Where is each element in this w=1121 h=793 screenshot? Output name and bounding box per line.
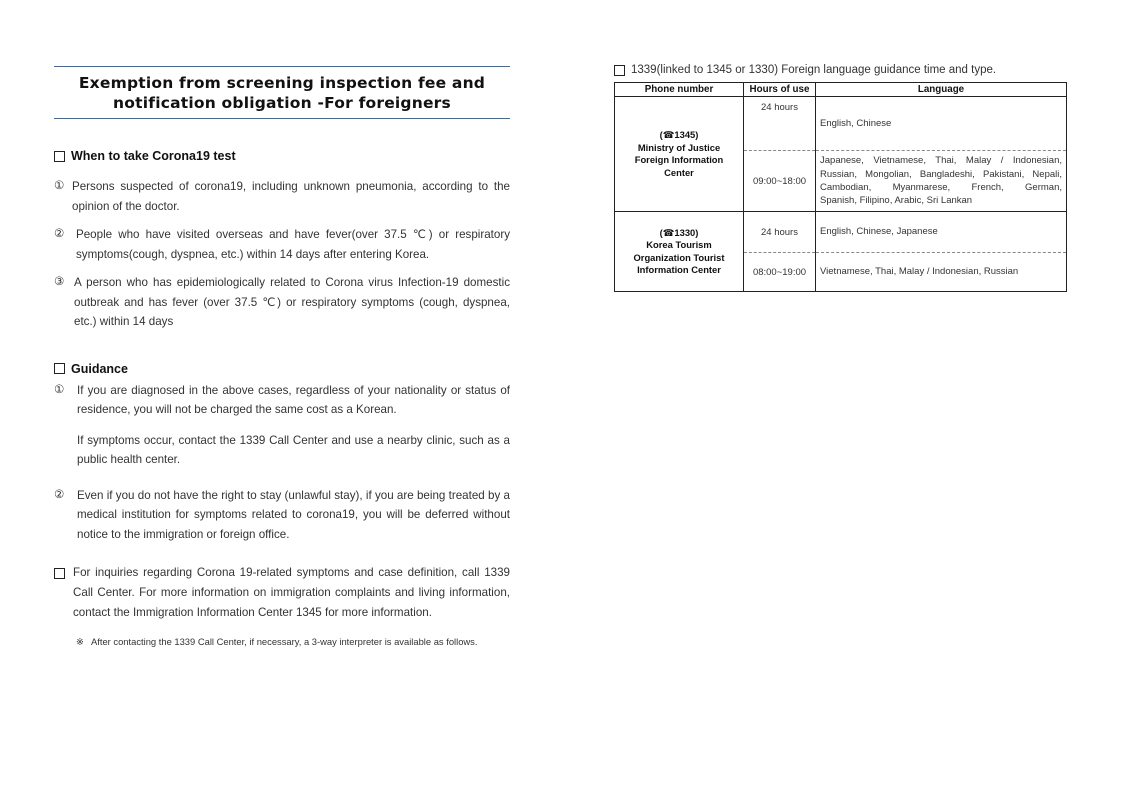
footnote-text: After contacting the 1339 Call Center, if necessary, a 3-way interpreter is available as follows. (91, 636, 478, 648)
phone-number: (☎1330) (659, 226, 699, 238)
item-text: Persons suspected of corona19, including unknown pneumonia, according to the opinion of the doctor. (72, 180, 510, 213)
right-column (614, 64, 1066, 292)
phone-cell-1330 (615, 212, 744, 292)
list-item (54, 225, 510, 264)
section-test-label: When to take Corona19 test (71, 149, 236, 163)
checkbox-icon (54, 151, 65, 162)
phone-org-line: Center (664, 166, 694, 178)
phone-number: (☎1345) (659, 129, 699, 140)
hours-cell: 24 hours (744, 212, 816, 253)
phone-cell-1345 (615, 97, 744, 212)
hours-cell: 08:00~19:00 (744, 253, 816, 292)
language-cell: English, Chinese (816, 97, 1067, 151)
footnote (76, 633, 510, 651)
section-guidance-label: Guidance (71, 361, 128, 376)
language-cell: English, Chinese, Japanese (816, 212, 1067, 253)
section-guidance-heading (54, 362, 510, 376)
item-text: Even if you do not have the right to stay (unlawful stay), if you are being treated by a medical institution for symptoms related to corona19, you will be deferred without notice to the immigration or foreign office. (77, 488, 510, 541)
language-guidance-table (614, 82, 1067, 292)
language-line: Cambodian, Myanmarese, French, German, (820, 182, 1062, 193)
item-number: ② (54, 228, 65, 240)
table-row (615, 97, 1067, 151)
title-line-1: Exemption from screening inspection fee and (78, 74, 486, 92)
item-number: ① (54, 180, 65, 192)
item-text: People who have visited overseas and have fever(over 37.5 ℃) or respiratory symptoms(cough, dyspnea, etc.) within 14 days after entering Korea. (76, 228, 510, 261)
title-line-2: notification obligation -For foreigners (113, 94, 451, 112)
guidance-paragraph: If symptoms occur, contact the 1339 Call Center and use a nearby clinic, such as a public health center. (77, 433, 510, 466)
checkbox-icon (54, 568, 65, 579)
phone-org-line: Information Center (637, 264, 721, 275)
item-text: If you are diagnosed in the above cases, regardless of your nationality or status of residence, you will not be charged the same cost as a Korean. (77, 383, 510, 416)
header-phone-number: Phone number (615, 83, 744, 97)
checkbox-icon (614, 65, 625, 76)
reference-mark: ※ (76, 636, 84, 648)
section-test-heading (54, 149, 510, 163)
list-item (54, 273, 510, 332)
language-line: Japanese, Vietnamese, Thai, Malay / Indonesian, (820, 155, 1062, 167)
phone-org-line: Korea Tourism (646, 239, 712, 250)
page-title (54, 66, 510, 119)
list-item (54, 486, 510, 545)
list-item (54, 177, 510, 216)
table-row (615, 212, 1067, 253)
language-cell (816, 151, 1067, 212)
item-text: A person who has epidemiologically related to Corona virus Infection-19 domestic outbreak and has fever (over 37.5 ℃) or respiratory symptoms (cough, dyspnea, etc.) within 14 days (74, 276, 510, 328)
header-language: Language (816, 83, 1067, 97)
table-heading (614, 64, 1066, 76)
list-item (54, 381, 510, 420)
language-line: Russian, Mongolian, Bangladeshi, Pakistani, Nepali, (820, 168, 1062, 180)
table-heading-text: 1339(linked to 1345 or 1330) Foreign language guidance time and type. (631, 64, 997, 76)
phone-org-line: Ministry of Justice (637, 141, 721, 153)
table-header-row (615, 83, 1067, 97)
left-column (54, 66, 510, 651)
inquiry-paragraph (54, 563, 510, 622)
hours-cell: 09:00~18:00 (744, 151, 816, 212)
phone-org-line: Foreign Information (634, 154, 724, 165)
language-line: Spanish, Filipino, Arabic, Sri Lankan (820, 195, 973, 207)
inquiry-text: For inquiries regarding Corona 19-related symptoms and case definition, call 1339 Call Center. For more information on immigration complaints and living information, contact the Immigration Information Center 1345 for more information. (73, 566, 510, 619)
phone-org-line: Organization Tourist (633, 251, 725, 263)
checkbox-icon (54, 363, 65, 374)
language-cell: Vietnamese, Thai, Malay / Indonesian, Russian (816, 253, 1067, 292)
item-number: ③ (54, 276, 65, 288)
item-number: ② (54, 488, 65, 501)
item-number: ① (54, 383, 65, 396)
hours-cell: 24 hours (744, 97, 816, 151)
header-hours-of-use: Hours of use (744, 83, 816, 97)
